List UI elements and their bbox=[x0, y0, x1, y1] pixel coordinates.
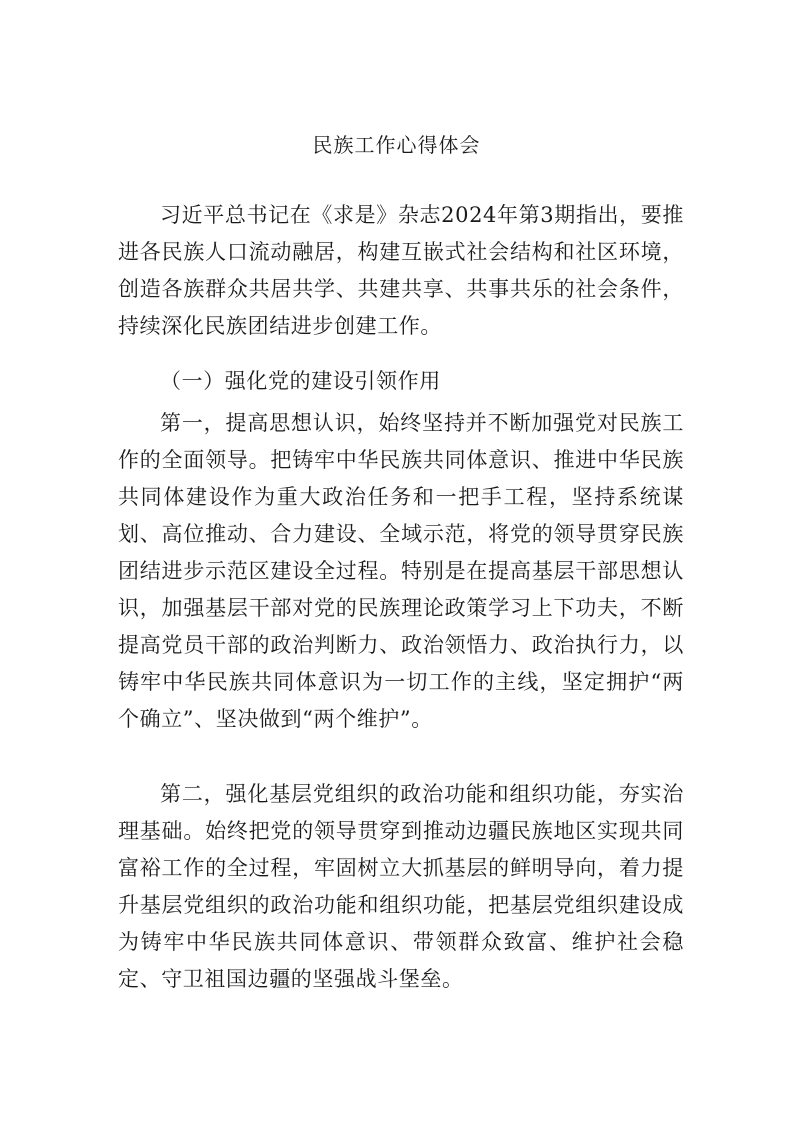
intro-paragraph: 习近平总书记在《求是》杂志2024年第3期指出，要推进各民族人口流动融居，构建互嵌式社会结构和社区环境，创造各族群众共居共学、共建共享、共事共乐的社会条件，持续深化民族团结进步创建工作。 bbox=[118, 203, 684, 338]
document-title: 民族工作心得体会 bbox=[312, 133, 481, 157]
section-heading: （一）强化党的建设引领作用 bbox=[160, 369, 441, 393]
body-paragraph-second: 第二，强化基层党组织的政治功能和组织功能，夯实治理基础。始终把党的领导贯穿到推动边疆民族地区实现共同富裕工作的全过程，牢固树立大抓基层的鲜明导向，着力提升基层党组织的政治功能和组织功能，把基层党组织建设成为铸牢中华民族共同体意识、带领群众致富、维护社会稳定、守卫祖国边疆的坚强战斗堡垒。 bbox=[118, 782, 684, 991]
body-paragraph-first: 第一，提高思想认识，始终坚持并不断加强党对民族工作的全面领导。把铸牢中华民族共同体意识、推进中华民族共同体建设作为重大政治任务和一把手工程，坚持系统谋划、高位推动、合力建设、全域示范，将党的领导贯穿民族团结进步示范区建设全过程。特别是在提高基层干部思想认识，加强基层干部对党的民族理论政策学习上下功夫，不断提高党员干部的政治判断力、政治领悟力、政治执行力，以铸牢中华民族共同体意识为一切工作的主线，坚定拥护“两个确立”、坚决做到“两个维护”。 bbox=[118, 411, 684, 731]
